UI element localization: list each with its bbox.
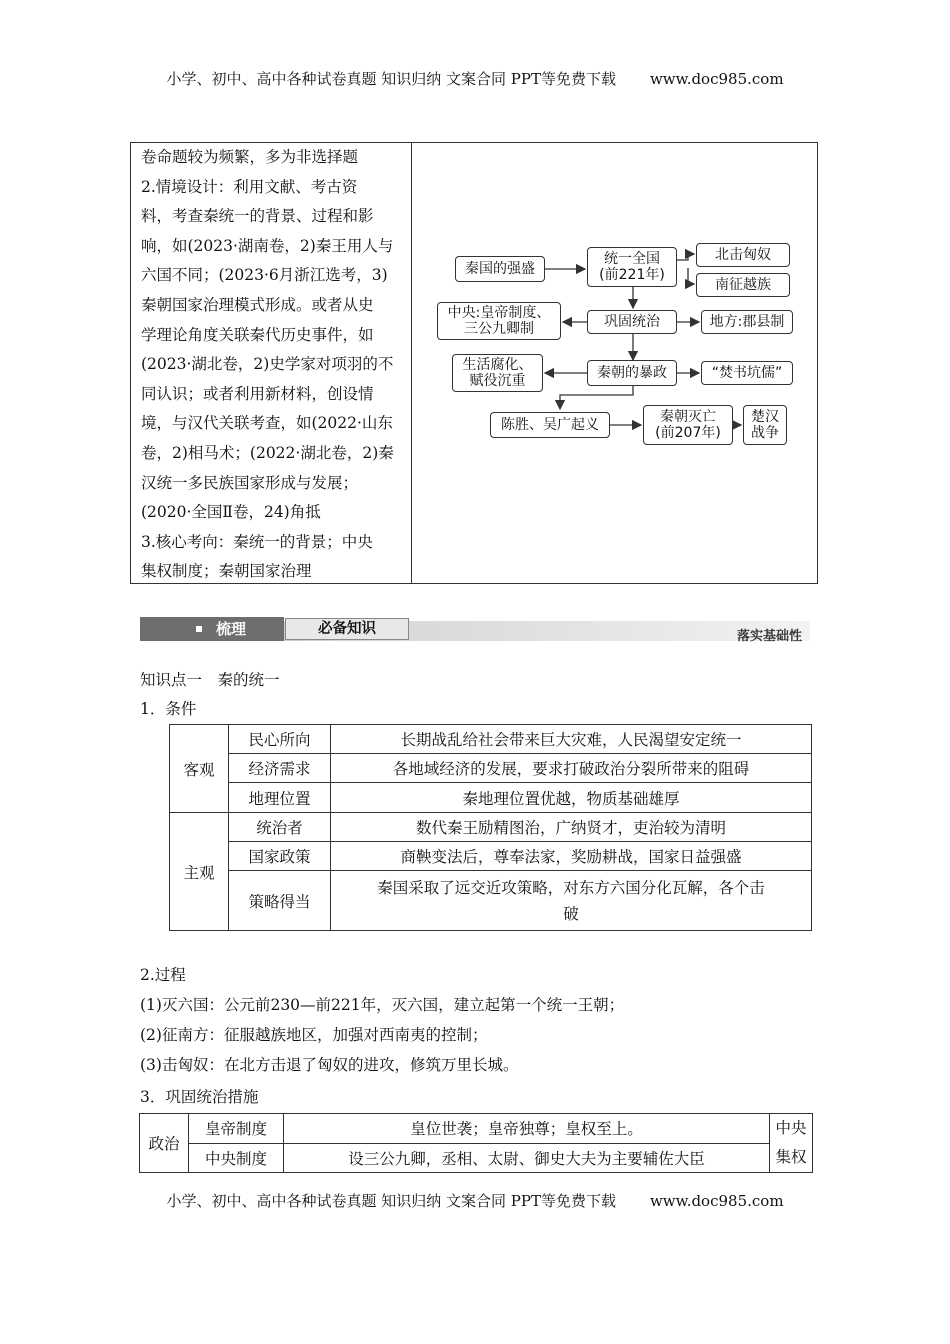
table-row [140, 1143, 813, 1173]
left-line: 卷命题较为频繁，多为非选择题 [141, 148, 359, 166]
node-label: 三公九卿制 [464, 321, 534, 337]
node-qin-strength [455, 256, 545, 282]
category-politics: 政治 [140, 1114, 189, 1173]
node-label: 南征越族 [715, 277, 771, 293]
table-row [170, 725, 812, 754]
knowledge-point-title: 知识点一 秦的统一 [140, 671, 280, 689]
left-line: 卷，2)相马术；(2022·湖北卷，2)秦 [141, 443, 394, 462]
table-row [170, 813, 812, 842]
left-line: 料，考查秦统一的背景、过程和影 [141, 207, 374, 226]
conditions-heading: 1．条件 [140, 700, 197, 718]
node-corruption [452, 354, 543, 392]
left-line: 2.情境设计：利用文献、考古资 [141, 177, 358, 196]
left-line: (2023·湖北卷，2)史学家对项羽的不 [141, 355, 394, 374]
side-line: 集权 [775, 1148, 807, 1166]
cell-value: 皇位世袭；皇帝独尊；皇权至上。 [284, 1114, 770, 1144]
group-objective: 客观 [170, 725, 229, 813]
process-item-1: (1)灭六国：公元前230—前221年，灭六国，建立起第一个统一王朝； [140, 996, 625, 1014]
node-central-system [437, 302, 561, 340]
cell-key: 经济需求 [229, 754, 331, 783]
cell-value: 长期战乱给社会带来巨大灾难，人民渴望安定统一 [331, 725, 812, 754]
cell-value: 商鞅变法后，尊奉法家，奖励耕战，国家日益强盛 [331, 842, 812, 871]
node-label: 楚汉 [751, 409, 779, 425]
footer-url[interactable]: www.doc985.com [649, 1192, 784, 1210]
left-line: 学理论角度关联秦代历史事件，如 [141, 325, 374, 344]
node-book-burning [701, 361, 793, 385]
banner-right-label: 落实基础性 [736, 629, 802, 644]
table-row [170, 754, 812, 783]
cell-value-line: 破 [563, 904, 579, 923]
header-url[interactable]: www.doc985.com [649, 70, 784, 88]
side-centralization [770, 1114, 813, 1173]
node-consolidate [587, 310, 677, 334]
left-line: 3.核心考向：秦统一的背景；中央 [141, 532, 373, 551]
square-bullet-icon [196, 626, 202, 632]
node-label: 赋役沉重 [469, 373, 526, 389]
process-item-3: (3)击匈奴：在北方击退了匈奴的进攻，修筑万里长城。 [140, 1056, 519, 1074]
node-label: “焚书坑儒” [711, 365, 783, 381]
node-qin-fall [643, 405, 733, 445]
cell-key: 策略得当 [229, 871, 331, 931]
node-label: 巩固统治 [604, 314, 660, 330]
section-banner [140, 617, 810, 643]
node-tyranny [587, 360, 677, 386]
cell-value: 设三公九卿，丞相、太尉、御史大夫为主要辅佐大臣 [284, 1143, 770, 1173]
banner-light-tab: 必备知识 [285, 618, 409, 640]
cell-key: 皇帝制度 [189, 1114, 284, 1144]
node-label: 陈胜、吴广起义 [501, 417, 599, 433]
page-footer [0, 1190, 950, 1211]
node-label: 中央:皇帝制度、 [447, 305, 551, 321]
node-unify [587, 247, 677, 287]
node-label: 秦朝灭亡 [660, 409, 716, 425]
conditions-table [169, 724, 812, 931]
left-line: 同认识；或者利用新材料，创设情 [141, 384, 374, 403]
node-label: 秦国的强盛 [465, 261, 535, 277]
measures-table [139, 1113, 813, 1173]
left-line: 秦朝国家治理模式形成。或者从史 [141, 295, 374, 314]
cell-key: 统治者 [229, 813, 331, 842]
left-line: 响，如(2023·湖南卷，2)秦王用人与 [141, 236, 394, 255]
cell-value [331, 871, 812, 931]
cell-key: 中央制度 [189, 1143, 284, 1173]
header-text: 小学、初中、高中各种试卷真题 知识归纳 文案合同 PPT等免费下载 [166, 70, 616, 88]
node-label: 生活腐化、 [462, 357, 533, 373]
node-label: 战争 [751, 425, 779, 441]
table-row [170, 783, 812, 813]
node-label: 地方:郡县制 [709, 314, 785, 330]
process-heading: 2.过程 [140, 966, 186, 984]
node-north-xiongnu [696, 243, 790, 267]
cell-key: 民心所向 [229, 725, 331, 754]
cell-value-line: 秦国采取了远交近攻策略，对东方六国分化瓦解，各个击 [377, 878, 765, 897]
node-local-county [701, 310, 793, 334]
process-item-2: (2)征南方：征服越族地区，加强对西南夷的控制； [140, 1026, 488, 1044]
cell-key: 国家政策 [229, 842, 331, 871]
left-line: 集权制度；秦朝国家治理 [141, 562, 312, 581]
node-chu-han-war [743, 405, 787, 445]
left-line: 境，与汉代关联考查，如(2022·山东 [141, 414, 393, 433]
cell-value: 各地域经济的发展，要求打破政治分裂所带来的阻碍 [331, 754, 812, 783]
cell-value: 数代秦王励精图治，广纳贤才，吏治较为清明 [331, 813, 812, 842]
table-row [170, 871, 812, 931]
qin-flow-diagram [130, 142, 818, 584]
left-line: (2020·全国Ⅱ卷，24)角抵 [141, 503, 321, 522]
node-label: 秦朝的暴政 [597, 365, 667, 381]
node-label: (前221年) [599, 267, 665, 283]
cell-key: 地理位置 [229, 783, 331, 813]
cell-value: 秦地理位置优越，物质基础雄厚 [331, 783, 812, 813]
banner-dark-tab [140, 617, 284, 641]
table-row [170, 842, 812, 871]
node-label: 北击匈奴 [715, 247, 771, 263]
node-south-yue [696, 273, 790, 297]
side-line: 中央 [775, 1119, 807, 1137]
page-header [0, 68, 950, 89]
banner-dark-label: 梳理 [216, 620, 247, 638]
left-line: 汉统一多民族国家形成与发展； [141, 473, 359, 492]
node-chensheng-uprising [490, 412, 610, 438]
table-row [140, 1114, 813, 1144]
measures-heading: 3．巩固统治措施 [140, 1088, 259, 1106]
node-label: 统一全国 [604, 251, 660, 267]
left-line: 六国不同；(2023·6月浙江选考，3) [141, 266, 388, 285]
footer-text: 小学、初中、高中各种试卷真题 知识归纳 文案合同 PPT等免费下载 [166, 1192, 616, 1210]
group-subjective: 主观 [170, 813, 229, 931]
node-label: (前207年) [655, 425, 721, 441]
